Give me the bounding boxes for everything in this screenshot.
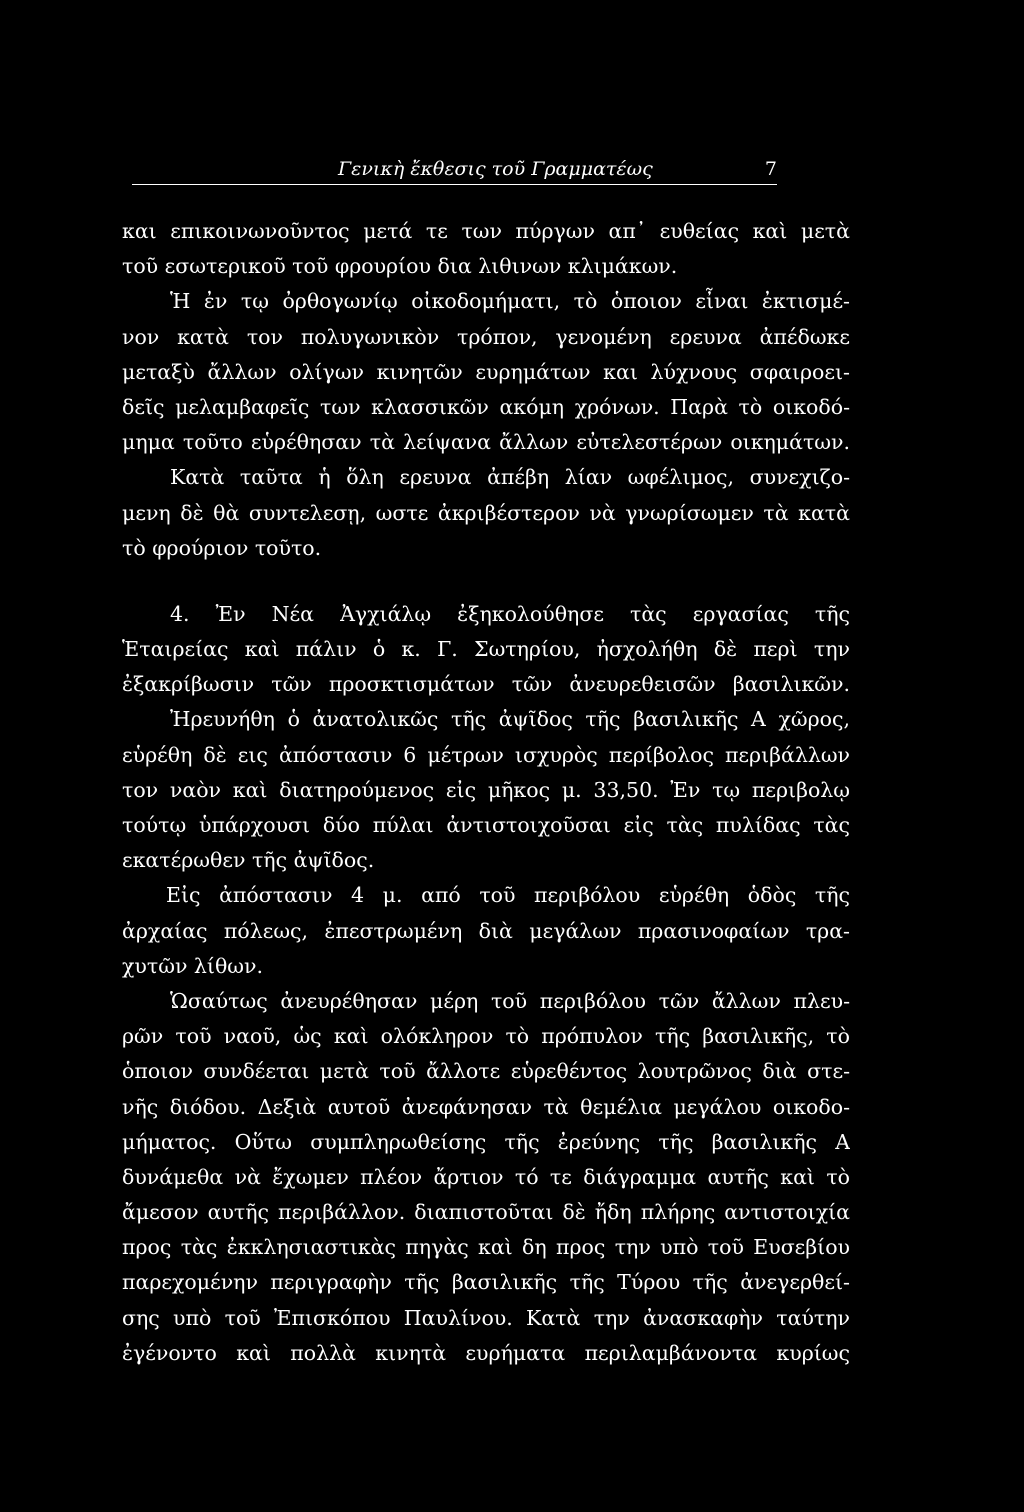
text-line: μενη δὲ θὰ συντελεσῃ, ωστε ἀκριβέστερον νὰ γνωρίσωμεν τὰ κατὰ — [122, 500, 850, 525]
text-line: Ἡ ἐν τῳ ὀρθογωνίῳ οἰκοδομήματι, τὸ ὁποιον εἶναι ἐκτισμέ- — [170, 289, 850, 314]
text-line: μημα τοῦτο εὑρέθησαν τὰ λείψανα ἄλλων εὐτελεστέρων οικημάτων. — [122, 430, 850, 455]
text-line: μεταξὺ ἄλλων ολίγων κινητῶν ευρημάτων και λύχνους σφαιροει- — [122, 359, 850, 384]
text-line: Ἑταιρείας καὶ πάλιν ὁ κ. Γ. Σωτηρίου, ἠσχολήθη δὲ περὶ την — [122, 637, 850, 662]
body-text — [122, 214, 850, 1371]
text-line: ἄμεσον αυτῆς περιβάλλον. διαπιστοῦται δὲ ἤδη πλήρης αντιστοιχία — [122, 1200, 850, 1225]
text-line: δυνάμεθα νὰ ἔχωμεν πλέον ἄρτιον τό τε διάγραμμα αυτῆς καὶ τὸ — [122, 1164, 850, 1189]
text-line: ἐξακρίβωσιν τῶν προσκτισμάτων τῶν ἀνευρεθεισῶν βασιλικῶν. — [122, 672, 850, 697]
text-line: ἀρχαίας πόλεως, ἐπεστρωμένη διὰ μεγάλων πρασινοφαίων τρα- — [122, 918, 850, 943]
text-line: Κατὰ ταῦτα ἡ ὅλη ερευνα ἀπέβη λίαν ωφέλιμος, συνεχιζο- — [170, 465, 850, 490]
page-number: 7 — [764, 158, 777, 180]
text-line: τούτῳ ὑπάρχουσι δύο πύλαι ἀντιστοιχοῦσαι εἰς τὰς πυλίδας τὰς — [122, 813, 850, 837]
text-line: σης υπὸ τοῦ Ἐπισκόπου Παυλίνου. Κατὰ την ἀνασκαφὴν ταύτην — [122, 1305, 850, 1330]
text-line: νον κατὰ τον πολυγωνικὸν τρόπον, γενομένη ερευνα ἀπέδωκε — [122, 324, 850, 349]
running-title: Γενικὴ ἔκθεσις τοῦ Γραμματέως — [338, 158, 653, 180]
text-line: ρῶν τοῦ ναοῦ, ὡς καὶ ολόκληρον τὸ πρόπυλον τῆς βασιλικῆς, τὸ — [122, 1024, 850, 1049]
text-line: τοῦ εσωτερικοῦ τοῦ φρουρίου δια λιθινων κλιμάκων. — [122, 254, 678, 279]
header-rule — [132, 184, 777, 185]
text-line: Εἰς ἀπόστασιν 4 μ. από τοῦ περιβόλου εὑρέθη ὁδὸς τῆς — [166, 883, 850, 908]
text-line: χυτῶν λίθων. — [122, 953, 263, 978]
text-line: τὸ φρούριον τοῦτο. — [122, 535, 322, 560]
text-line: μήματος. Οὕτω συμπληρωθείσης τῆς ἐρεύνης τῆς βασιλικῆς Α — [122, 1129, 850, 1154]
text-line: εκατέρωθεν τῆς ἀψῖδος. — [122, 848, 375, 873]
text-line: δεῖς μελαμβαφεῖς των κλασσικῶν ακόμη χρόνων. Παρὰ τὸ οικοδό- — [122, 394, 850, 419]
text-line: προς τὰς ἐκκλησιαστικὰς πηγὰς καὶ δη προς την υπὸ τοῦ Ευσεβίου — [122, 1235, 850, 1260]
text-line: και επικοινωνοῦντος μετά τε των πύργων απ᾽ ευθείας καὶ μετὰ — [122, 219, 850, 243]
text-line: τον ναὸν καὶ διατηρούμενος εἰς μῆκος μ. 33,50. Ἐν τῳ περιβολῳ — [122, 777, 850, 802]
page-header — [132, 148, 777, 188]
text-line: εὑρέθη δὲ εις ἀπόστασιν 6 μέτρων ισχυρὸς περίβολος περιβάλλων — [122, 742, 850, 767]
text-line: ὁποιον συνδέεται μετὰ τοῦ ἄλλοτε εὑρεθέντος λουτρῶνος διὰ στε- — [122, 1059, 850, 1084]
text-line: ἐγένοντο καὶ πολλὰ κινητὰ ευρήματα περιλαμβάνοντα κυρίως — [122, 1340, 850, 1365]
text-line: Ὡσαύτως ἀνευρέθησαν μέρη τοῦ περιβόλου τῶν ἄλλων πλευ- — [170, 988, 850, 1013]
text-line: Ἠρευνήθη ὁ ἀνατολικῶς τῆς ἀψῖδος τῆς βασιλικῆς Α χῶρος, — [170, 707, 850, 732]
text-line: παρεχομένην περιγραφὴν τῆς βασιλικῆς τῆς Τύρου τῆς ἀνεγερθεί- — [122, 1270, 850, 1295]
section-heading-line: 4. Ἐν Νέα Ἀγχιάλῳ ἐξηκολούθησε τὰς εργασίας τῆς — [170, 601, 850, 626]
text-line: νῆς διόδου. Δεξιὰ αυτοῦ ἀνεφάνησαν τὰ θεμέλια μεγάλου οικοδο- — [122, 1094, 850, 1119]
